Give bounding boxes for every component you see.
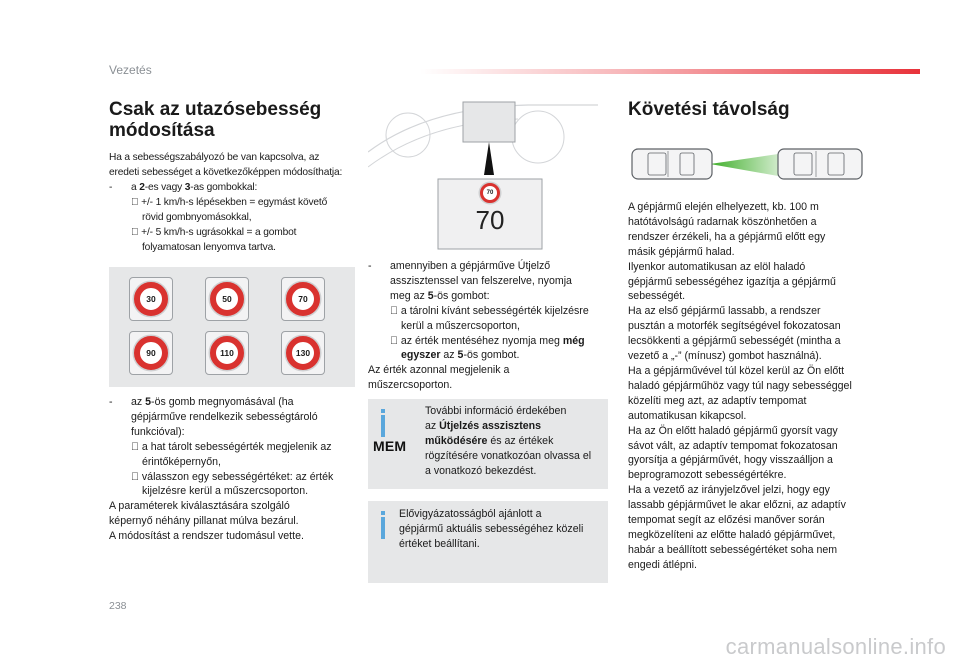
info-icon xyxy=(381,415,385,437)
right-line: pusztán a motorfék segítségével fokozatosan xyxy=(628,320,841,333)
mid-sub-item-1b: kerül a műszercsoporton, xyxy=(401,319,520,332)
info2-line-1: Elővigyázatosságból ajánlott a xyxy=(399,508,542,520)
sub-item-4b: kijelzésre kerül a műszercsoporton. xyxy=(142,485,309,498)
mid-paragraph-1: Az érték azonnal megjelenik a xyxy=(368,364,510,377)
right-line: közelíti meg azt, az adaptív tempomat xyxy=(628,394,807,407)
sub-item-1a: +/- 1 km/h-s lépésekben = egymást követő xyxy=(131,197,317,208)
info2-line-2: gépjármű aktuális sebességéhez közeli xyxy=(399,522,584,535)
intro-line-1: Ha a sebességszabályozó be van kapcsolva, az xyxy=(109,152,320,163)
right-line: lecsökkenti a gépjármű sebességét (mintha a xyxy=(628,335,841,348)
mid-sub-item-2b: egyszer az 5-ös gombot. xyxy=(401,349,520,362)
intro-line-2: eredeti sebességet a következőképpen módosíthatja: xyxy=(109,167,343,178)
following-distance-illustration xyxy=(628,140,868,190)
right-line: másik gépjármű halad. xyxy=(628,245,735,258)
left-paragraph-3: A módosítást a rendszer tudomásul vette. xyxy=(109,530,304,543)
right-line: sávot vált, az adaptív tempomat fokozatosan xyxy=(628,439,838,452)
speed-sign-110: 110 xyxy=(210,336,244,370)
info1-line-3: működésére és az értékek xyxy=(425,434,554,447)
info1-line-1: További információ érdekében xyxy=(425,405,567,417)
right-line: automatikusan kikapcsol. xyxy=(628,409,747,422)
mid-paragraph-2: műszercsoporton. xyxy=(368,379,453,392)
mid-dash-line-2: asszisztenssel van felszerelve, nyomja xyxy=(390,274,572,287)
right-line: gépjármű sebességéhez igazítja a gépjármű xyxy=(628,275,836,288)
sub-item-2b: folyamatosan lenyomva tartva. xyxy=(142,242,276,253)
speed-sign-130: 130 xyxy=(286,336,320,370)
info1-line-4: rögzítésére vonatkozóan olvassa el xyxy=(425,449,592,462)
info-box-mem-text xyxy=(425,404,605,479)
left-intro xyxy=(109,150,369,255)
sub-item-3a: a hat tárolt sebességérték megjelenik az xyxy=(131,440,321,453)
info1-line-2: az Útjelzés asszisztens xyxy=(425,419,542,432)
middle-body xyxy=(368,259,618,393)
sub-item-1b: rövid gombnyomásokkal, xyxy=(142,212,252,223)
left-body xyxy=(109,395,369,544)
right-line: Ha az Ön előtt haladó gépjármű gyorsít vagy xyxy=(628,424,838,437)
sub-item-2a: +/- 5 km/h-s ugrásokkal = a gombot xyxy=(131,227,287,238)
info-box-caution-text xyxy=(399,507,605,552)
right-line: lassabb gépjárművet le akar előzni, az adaptív xyxy=(628,499,846,512)
radar-cars-icon xyxy=(628,140,868,190)
dash-item-2-line-3: funkcióval): xyxy=(131,425,185,438)
sub-item-4a: válasszon egy sebességértéket: az érték xyxy=(131,470,323,483)
speed-sign-30: 30 xyxy=(134,282,168,316)
mid-dash-line-3: meg az 5-ös gombot: xyxy=(390,289,490,302)
info-icon xyxy=(381,517,385,539)
mid-sub-item-1a: a tárolni kívánt sebességérték kijelzésre xyxy=(390,304,578,317)
right-line: tempomat segít az előzési manőver során xyxy=(628,514,825,527)
watermark: carmanualsonline.info xyxy=(725,634,946,659)
right-line: rendszer érzékeli, ha a gépjármű előtt egy xyxy=(628,230,826,243)
right-line: Ha a gépjárművével túl közel kerül az Ön előtt xyxy=(628,364,845,377)
section-label: Vezetés xyxy=(109,63,152,77)
mid-dash-item: - amennyiben a gépjárműve Útjelző xyxy=(368,260,551,272)
display-speed-value: 70 xyxy=(475,205,505,235)
left-title: Csak az utazósebesség módosítása xyxy=(109,99,322,141)
right-line: sebességét. xyxy=(628,290,686,303)
display-speed-sign: 70 xyxy=(480,183,500,203)
right-line: habár a beállított sebességértéket soha nem xyxy=(628,543,838,556)
header-rule xyxy=(420,69,920,74)
right-line: Ha a vezető az irányjelzővel jelzi, hogy egy xyxy=(628,484,830,497)
mid-sub-item-2a: az érték mentéséhez nyomja meg még xyxy=(390,334,574,347)
right-line: Ilyenkor automatikusan az elöl haladó xyxy=(628,260,806,273)
sub-item-3b: érintőképernyőn, xyxy=(142,455,221,468)
speed-sign-90: 90 xyxy=(134,336,168,370)
right-line: engedi átlépni. xyxy=(628,558,697,571)
left-paragraph-2: képernyő néhány pillanat múlva bezárul. xyxy=(109,515,299,528)
left-paragraph-1: A paraméterek kiválasztására szolgáló xyxy=(109,500,290,513)
speed-sign-50: 50 xyxy=(210,282,244,316)
speed-sign-70: 70 xyxy=(286,282,320,316)
right-body xyxy=(628,200,898,573)
right-line: beprogramozott sebességértékre. xyxy=(628,469,787,482)
right-title: Követési távolság xyxy=(628,99,790,120)
right-line: megközelíteni az előtte haladó gépjárművet, xyxy=(628,528,836,541)
right-line: Ha az első gépjármű lassabb, a rendszer xyxy=(628,305,821,318)
page-number: 238 xyxy=(109,600,127,612)
speed-signs-panel xyxy=(109,267,355,387)
right-line: gyorsítja a gépjárművét, hogy visszaálljon a xyxy=(628,454,833,467)
right-line: haladó gépjárműhöz vagy túl nagy sebességgel xyxy=(628,379,852,392)
dashboard-illustration xyxy=(368,97,608,257)
mem-label: MEM xyxy=(373,438,407,454)
right-line: hatótávolságú radarnak köszönhetően a xyxy=(628,215,817,228)
dash-item-2: - az 5-ös gomb megnyomásával (ha xyxy=(109,396,294,408)
right-line: A gépjármű elején elhelyezett, kb. 100 m xyxy=(628,201,819,213)
right-line: vezető a „-” (mínusz) gombot használná). xyxy=(628,350,822,363)
info2-line-3: értéket beállítani. xyxy=(399,537,480,550)
dash-item-1: - a 2-es vagy 3-as gombokkal: xyxy=(109,182,258,193)
info-box-mem xyxy=(368,399,608,489)
info-box-caution xyxy=(368,501,608,583)
dash-item-2-line-2: gépjárműve rendelkezik sebességtároló xyxy=(131,410,318,423)
info1-line-5: a vonatkozó bekezdést. xyxy=(425,464,537,477)
